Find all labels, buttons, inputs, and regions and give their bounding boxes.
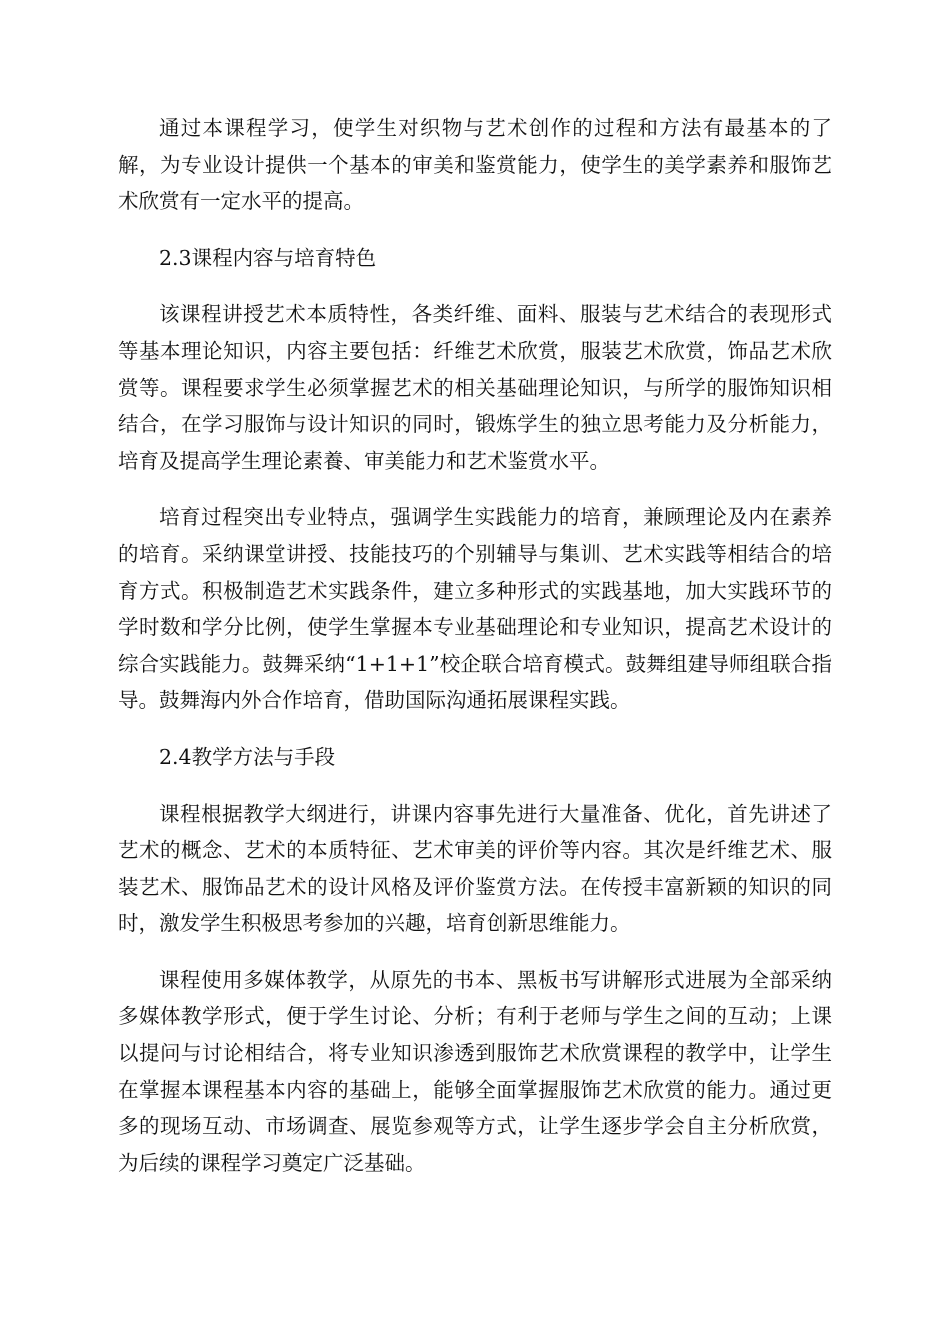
section-heading-2-3: 2.3课程内容与培育特色	[159, 245, 377, 270]
paragraph-course-content: 该课程讲授艺术本质特性，各类纤维、面料、服装与艺术结合的表现形式等基本理论知识，内容主要包括：纤维艺术欣赏，服装艺术欣赏，饰品艺术欣赏等。课程要求学生必须掌握艺术的相关基础理论知识，与所学的服饰知识相结合，在学习服饰与设计知识的同时，锻炼学生的独立思考能力及分析能力，培育及提高学生理论素養、审美能力和艺术鉴赏水平。	[118, 302, 832, 473]
paragraph-teaching-method: 课程根据教学大纲进行，讲课内容事先进行大量准备、优化，首先讲述了艺术的概念、艺术的本质特征、艺术审美的评价等内容。其次是纤维艺术、服装艺术、服饰品艺术的设计风格及评价鉴赏方法。在传授丰富新颖的知识的同时，激发学生积极思考参加的兴趣，培育创新思维能力。	[118, 801, 832, 936]
paragraph-multimedia-teaching: 课程使用多媒体教学，从原先的书本、黑板书写讲解形式进展为全部采纳多媒体教学形式，便于学生讨论、分析；有利于老师与学生之间的互动；上课以提问与讨论相结合，将专业知识渗透到服饰艺术欣赏课程的教学中，让学生在掌握本课程基本内容的基础上，能够全面掌握服饰艺术欣赏的能力。通过更多的现场互动、市场调查、展览参观等方式，让学生逐步学会自主分析欣赏，为后续的课程学习奠定广泛基础。	[118, 967, 832, 1175]
paragraph-course-goal: 通过本课程学习，使学生对织物与艺术创作的过程和方法有最基本的了解，为专业设计提供一个基本的审美和鉴赏能力，使学生的美学素养和服饰艺术欣赏有一定水平的提高。	[118, 116, 832, 214]
paragraph-training-process: 培育过程突出专业特点，强调学生实践能力的培育，兼顾理论及内在素养的培育。采纳课堂讲授、技能技巧的个别辅导与集训、艺术实践等相结合的培育方式。积极制造艺术实践条件，建立多种形式的实践基地，加大实践环节的学时数和学分比例，使学生掌握本专业基础理论和专业知识，提高艺术设计的综合实践能力。鼓舞采纳“1+1+1”校企联合培育模式。鼓舞组建导师组联合指导。鼓舞海内外合作培育，借助国际沟通拓展课程实践。	[118, 505, 832, 713]
document-page	[118, 110, 832, 1201]
section-heading-2-4: 2.4教学方法与手段	[159, 744, 336, 769]
